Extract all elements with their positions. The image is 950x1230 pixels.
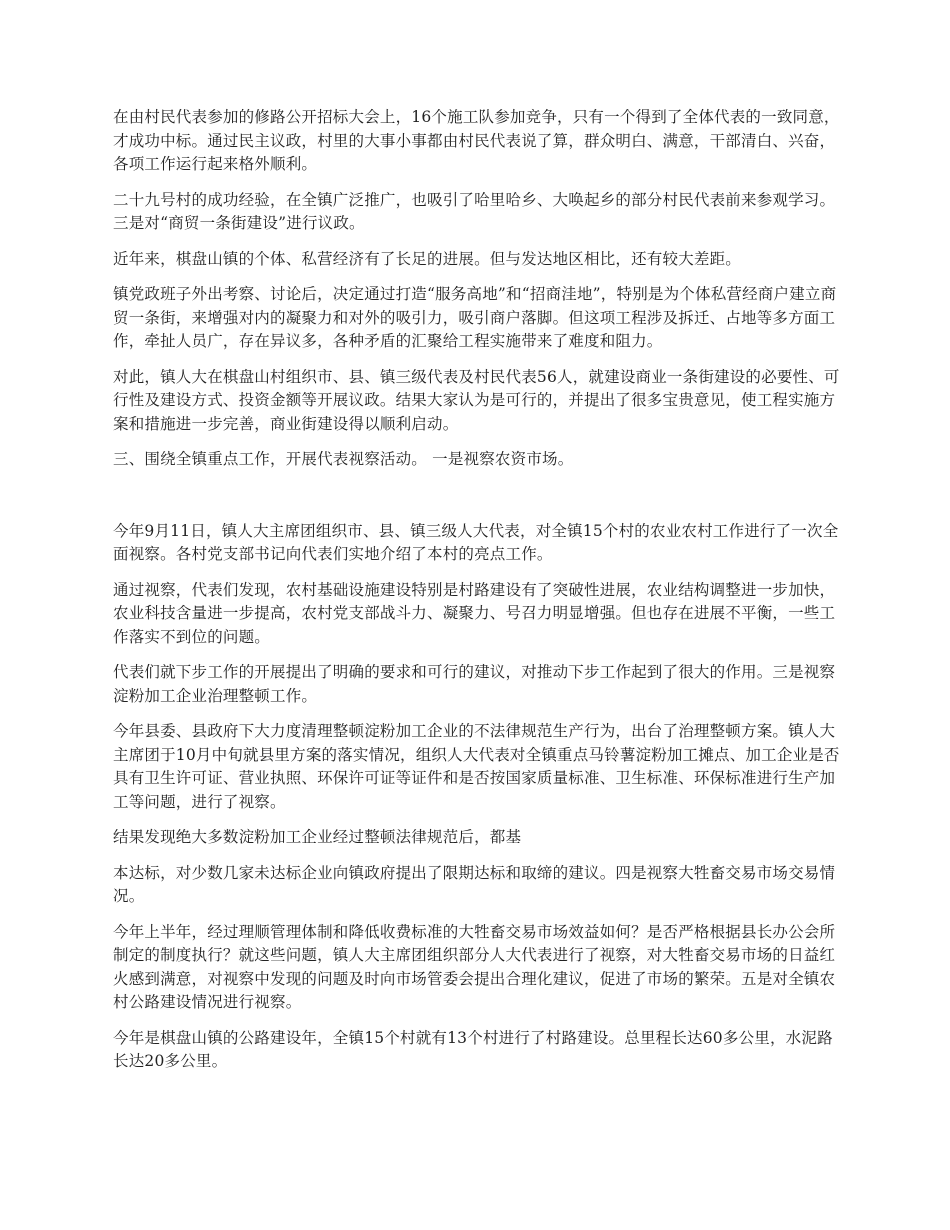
paragraph: 今年是棋盘山镇的公路建设年，全镇15个村就有13个村进行了村路建设。总里程长达60多公里，水泥路长达20多公里。 — [113, 1028, 833, 1070]
paragraph: 代表们就下步工作的开展提出了明确的要求和可行的建议，对推动下步工作起到了很大的作用。三是视察淀粉加工企业治理整顿工作。 — [113, 663, 836, 705]
document-body — [113, 106, 843, 1086]
paragraph: 通过视察，代表们发现，农村基础设施建设特别是村路建设有了突破性进展，农业结构调整进一步加快，农业科技含量进一步提高，农村党支部战斗力、凝聚力、号召力明显增强。但也存在进展不平衡，一些工作落实不到位的问题。 — [113, 580, 836, 646]
paragraph-gap — [113, 484, 843, 520]
section-heading: 三、围绕全镇重点工作，开展代表视察活动。 一是视察农资市场。 — [113, 450, 574, 468]
paragraph: 镇党政班子外出考察、讨论后，决定通过打造“服务高地”和“招商洼地”，特别是为个体私营经商户建立商贸一条街，来增强对内的凝聚力和对外的吸引力，吸引商户落脚。但这项工程涉及拆迁、占地等多方面工作，牵扯人员广，存在异议多，各种矛盾的汇聚给工程实施带来了难度和阻力。 — [113, 285, 837, 350]
paragraph: 二十九号村的成功经验，在全镇广泛推广，也吸引了哈里哈乡、大唤起乡的部分村民代表前来参观学习。 三是对“商贸一条街建设”进行议政。 — [113, 190, 836, 232]
paragraph: 本达标，对少数几家未达标企业向镇政府提出了限期达标和取缔的建议。四是视察大牲畜交易市场交易情况。 — [113, 863, 836, 905]
paragraph: 近年来，棋盘山镇的个体、私营经济有了长足的进展。但与发达地区相比，还有较大差距。 — [113, 249, 742, 268]
paragraph: 结果发现绝大多数淀粉加工企业经过整顿法律规范后，都基 — [113, 828, 522, 846]
paragraph: 今年县委、县政府下大力度清理整顿淀粉加工企业的不法律规范生产行为，出台了治理整顿方案。镇人大主席团于10月中旬就县里方案的落实情况，组织人大代表对全镇重点马铃薯淀粉加工摊点、加工企业是否具有卫生许可证、营业执照、环保许可证等证件和是否按国家质量标准、卫生标准、环保标准进行生产加工等问题，进行了视察。 — [113, 722, 840, 811]
paragraph: 今年9月11日，镇人大主席团组织市、县、镇三级人大代表，对全镇15个村的农业农村工作进行了一次全面视察。各村党支部书记向代表们实地介绍了本村的亮点工作。 — [113, 521, 839, 563]
paragraph: 在由村民代表参加的修路公开招标大会上，16个施工队参加竞争，只有一个得到了全体代表的一致同意，才成功中标。通过民主议政，村里的大事小事都由村民代表说了算，群众明白、满意，干部清白、兴奋，各项工作运行起来格外顺利。 — [113, 108, 840, 173]
paragraph: 对此，镇人大在棋盘山村组织市、县、镇三级代表及村民代表56人，就建设商业一条街建设的必要性、可行性及建设方式、投资金额等开展议政。结果大家认为是可行的，并提出了很多宝贵意见，使工程实施方案和措施进一步完善，商业街建设得以顺利启动。 — [113, 367, 840, 433]
paragraph: 今年上半年，经过理顺管理体制和降低收费标准的大牲畜交易市场效益如何？是否严格根据县长办公会所制定的制度执行？就这些问题，镇人大主席团组织部分人大代表进行了视察，对大牲畜交易市场的日益红火感到满意，对视察中发现的问题及时向市场管委会提出合理化建议，促进了市场的繁荣。五是对全镇农村公路建设情况进行视察。 — [113, 922, 836, 1011]
